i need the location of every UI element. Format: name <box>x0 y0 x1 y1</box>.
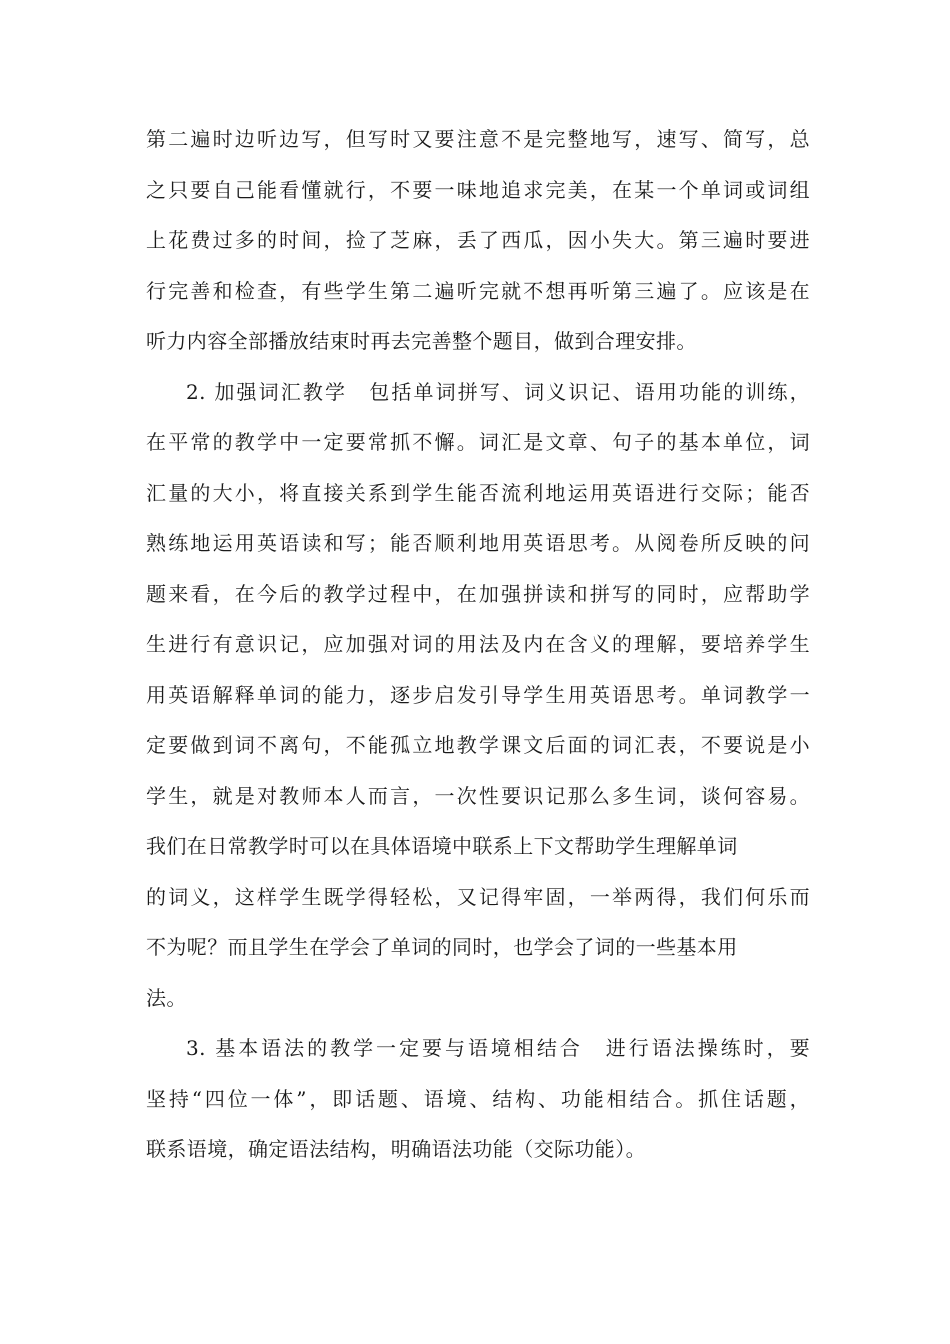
text-line: 熟练地运用英语读和写；能否顺利地用英语思考。从阅卷所反映的问 <box>146 531 810 555</box>
paragraph-grammar <box>146 1023 810 1175</box>
text-line: 生进行有意识记，应加强对词的用法及内在含义的理解，要培养学生 <box>146 632 810 656</box>
text-line: 法。 <box>146 985 187 1010</box>
section-heading-line: 3. 基本语法的教学一定要与语境相结合 进行语法操练时，要 <box>186 1036 810 1060</box>
section-heading-line: 2. 加强词汇教学 包括单词拼写、词义识记、语用功能的训练， <box>186 379 810 404</box>
text-line: 定要做到词不离句，不能孤立地教学课文后面的词汇表，不要说是小 <box>146 733 810 757</box>
text-line: 在平常的教学中一定要常抓不懈。词汇是文章、句子的基本单位，词 <box>146 430 810 454</box>
text-line: 行完善和检查，有些学生第二遍听完就不想再听第三遍了。应该是在 <box>146 278 810 303</box>
text-line: 上花费过多的时间，捡了芝麻，丢了西瓜，因小失大。第三遍时要进 <box>146 228 810 252</box>
text-line: 之只要自己能看懂就行，不要一味地追求完美，在某一个单词或词组 <box>146 177 810 202</box>
text-line: 我们在日常教学时可以在具体语境中联系上下文帮助学生理解单词 <box>146 834 738 858</box>
text-line: 题来看，在今后的教学过程中，在加强拼读和拼写的同时，应帮助学 <box>146 581 810 606</box>
document-body <box>146 114 810 1175</box>
text-line: 的词义，这样学生既学得轻松，又记得牢固，一举两得，我们何乐而 <box>146 884 810 909</box>
paragraph-vocabulary <box>146 367 810 1024</box>
text-line: 汇量的大小，将直接关系到学生能否流利地运用英语进行交际；能否 <box>146 480 810 505</box>
text-line: 第二遍时边听边写，但写时又要注意不是完整地写，速写、简写，总 <box>146 127 810 151</box>
text-line: 联系语境，确定语法结构，明确语法功能（交际功能）。 <box>146 1137 646 1161</box>
text-line: 学生，就是对教师本人而言，一次性要识记那么多生词，谈何容易。 <box>146 783 810 808</box>
paragraph-listening <box>146 114 810 367</box>
text-line: 坚持“四位一体”，即话题、语境、结构、功能相结合。抓住话题， <box>146 1086 810 1111</box>
text-line: 听力内容全部播放结束时再去完善整个题目，做到合理安排。 <box>146 329 697 353</box>
text-line: 不为呢？而且学生在学会了单词的同时，也学会了词的一些基本用 <box>146 935 738 959</box>
text-line: 用英语解释单词的能力，逐步启发引导学生用英语思考。单词教学一 <box>146 682 810 707</box>
